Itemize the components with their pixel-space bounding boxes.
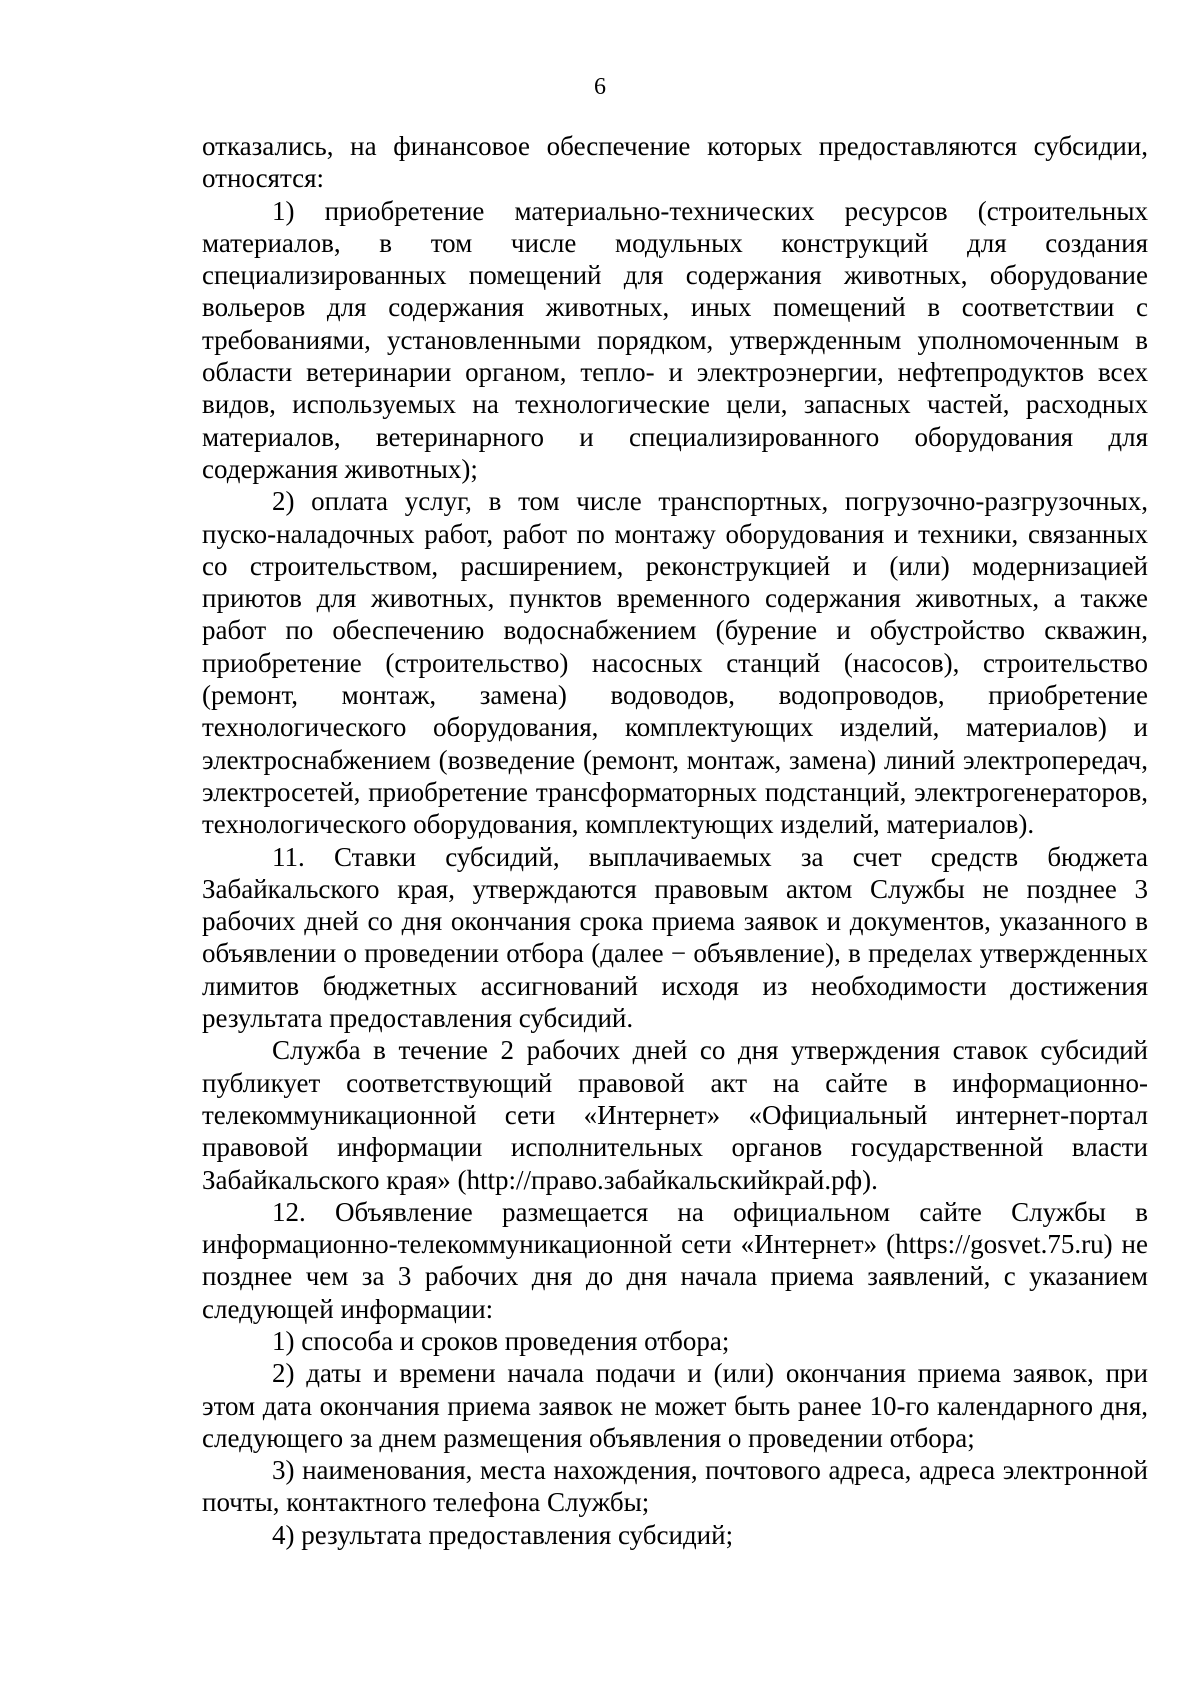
paragraph-clause-11: 11. Ставки субсидий, выплачиваемых за счет средств бюджета Забайкальского края, утверждаются правовым актом Службы не позднее 3 рабочих дней со дня окончания срока приема заявок и документов, указанного в объявлении о проведении отбора (далее − объявление), в пределах утвержденных лимитов бюджетных ассигнований исходя из необходимости достижения результата предоставления субсидий. bbox=[202, 841, 1148, 1034]
paragraph-clause-12-item-4: 4) результата предоставления субсидий; bbox=[272, 1519, 734, 1550]
document-body bbox=[202, 130, 1148, 1551]
paragraph-clause-12-item-1: 1) способа и сроков проведения отбора; bbox=[272, 1325, 730, 1356]
paragraph-clause-12: 12. Объявление размещается на официальном сайте Службы в информационно-телекоммуникационной сети «Интернет» (https://gosvet.75.ru) не позднее чем за 3 рабочих дня до дня начала приема заявлений, с указанием следующей информации: bbox=[202, 1196, 1148, 1324]
paragraph-clause-12-item-2: 2) даты и времени начала подачи и (или) окончания приема заявок, при этом дата окончания приема заявок не может быть ранее 10-го календарного дня, следующего за днем размещения объявления о проведении отбора; bbox=[202, 1358, 1148, 1453]
paragraph-item-1-materials: 1) приобретение материально-технических ресурсов (строительных материалов, в том числе модульных конструкций для создания специализированных помещений для содержания животных, оборудование вольеров для содержания животных, иных помещений в соответствии с требованиями, установленными порядком, утвержденным уполномоченным в области ветеринарии органом, тепло- и электроэнергии, нефтепродуктов всех видов, используемых на технологические цели, запасных частей, расходных материалов, ветеринарного и специализированного оборудования для содержания животных); bbox=[202, 195, 1148, 484]
paragraph-clause-12-item-3: 3) наименования, места нахождения, почтового адреса, адреса электронной почты, контактного телефона Службы; bbox=[202, 1455, 1148, 1518]
paragraph-item-2-services: 2) оплата услуг, в том числе транспортных, погрузочно-разгрузочных, пуско-наладочных работ, работ по монтажу оборудования и техники, связанных со строительством, расширением, реконструкцией и (или) модернизацией приютов для животных, пунктов временного содержания животных, а также работ по обеспечению водоснабжением (бурение и обустройство скважин, приобретение (строительство) насосных станций (насосов), строительство (ремонт, монтаж, замена) водоводов, водопроводов, приобретение технологического оборудования, комплектующих изделий, материалов) и электроснабжением (возведение (ремонт, монтаж, замена) линий электропередач, электросетей, приобретение трансформаторных подстанций, электрогенераторов, технологического оборудования, комплектующих изделий, материалов). bbox=[202, 486, 1148, 840]
paragraph-intro: отказались, на финансовое обеспечение которых предоставляются субсидии, относятся: bbox=[202, 131, 1148, 194]
paragraph-publication: Служба в течение 2 рабочих дней со дня утверждения ставок субсидий публикует соответствующий правовой акт на сайте в информационно-телекоммуникационной сети «Интернет» «Официальный интернет-портал правовой информации исполнительных органов государственной власти Забайкальского края» (http://право.забайкальскийкрай.рф). bbox=[202, 1035, 1148, 1195]
page-number: 6 bbox=[594, 74, 606, 100]
